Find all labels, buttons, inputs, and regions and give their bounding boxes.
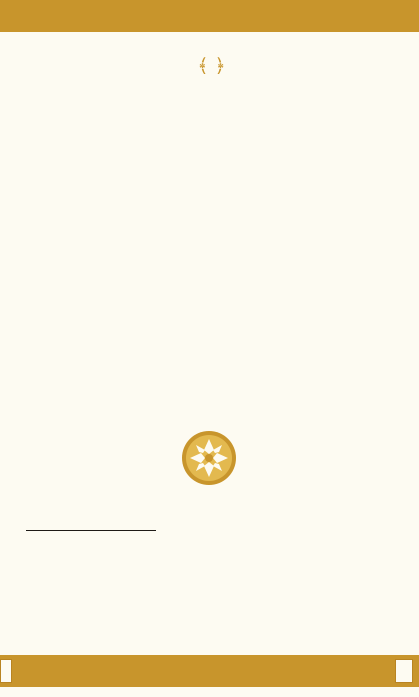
page-number [395,659,413,683]
top-ornament-band [0,0,419,32]
bracket-open: ﴿ [214,55,226,77]
quran-verse-arabic [0,55,419,77]
bottom-ornament-row [12,655,395,687]
footnote-rule [26,530,156,531]
bracket-close: ﴾ [197,55,209,77]
running-title [0,659,12,683]
rosette-ornament [181,430,237,486]
bottom-ornament-band [0,655,419,687]
